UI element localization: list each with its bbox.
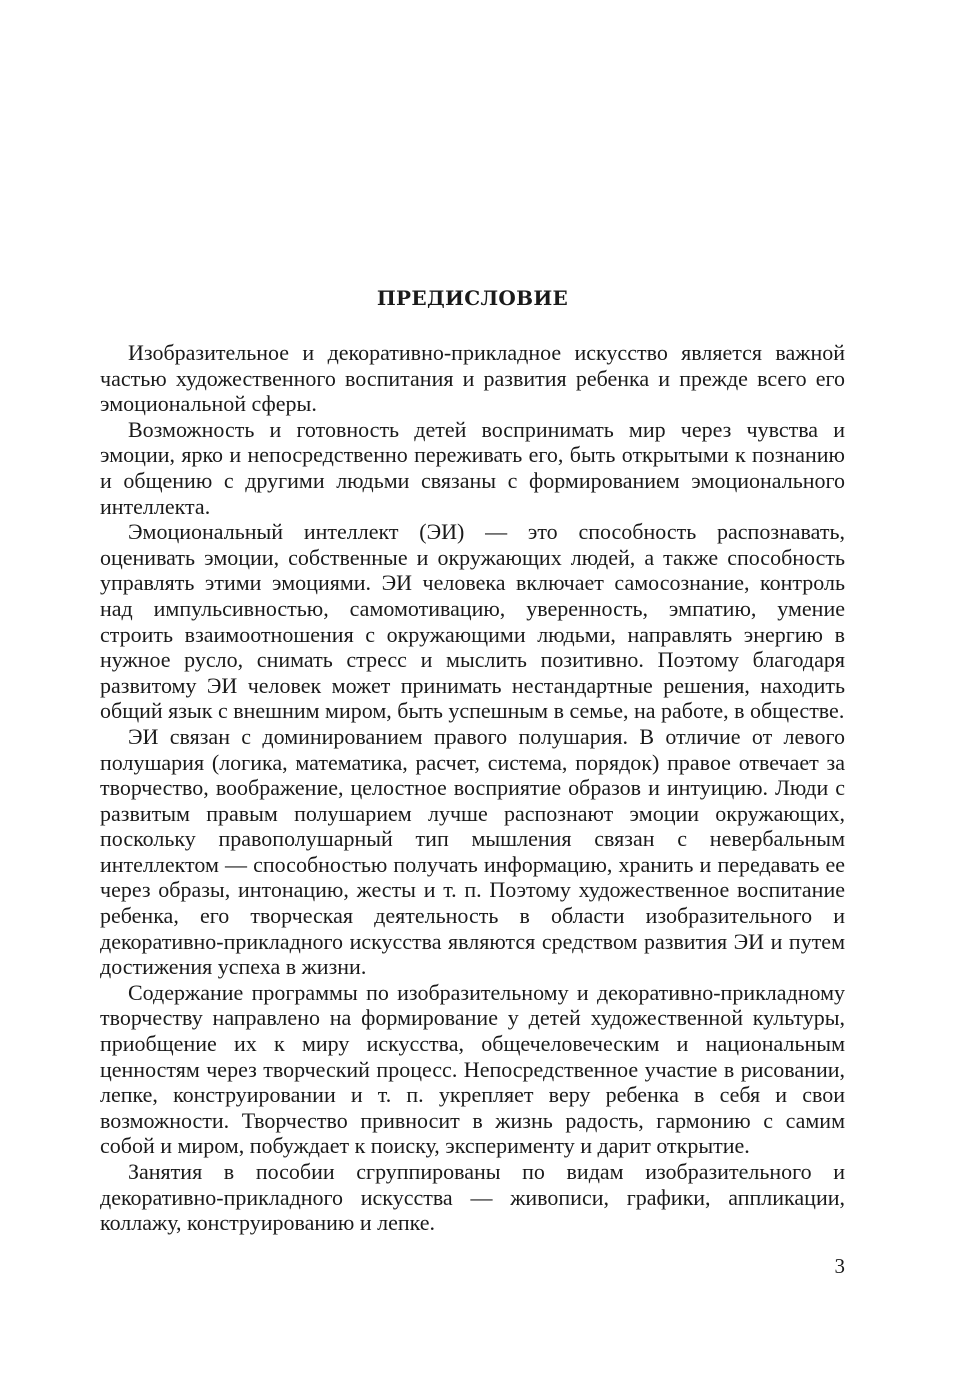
- page-number: 3: [834, 1254, 845, 1278]
- paragraph: Изобразительное и декоративно-прикладное искусство является важной частью художественного воспитания и развития ребенка и прежде всего его эмоциональной сферы.: [100, 340, 845, 417]
- paragraph: ЭИ связан с доминированием правого полушария. В отличие от левого полушария (логика, математика, расчет, система, порядок) правое отвечает за творчество, воображение, целостное восприятие образов и интуицию. Люди с развитым правым полушарием лучше распознают эмоции окружающих, поскольку правополушарный тип мышления связан с невербальным интеллектом — способностью получать информацию, хранить и передавать ее через образы, интонацию, жесты и т. п. Поэтому художественное воспитание ребенка, его творческая деятельность в области изобразительного и декоративно-прикладного искусства являются средством развития ЭИ и путем достижения успеха в жизни.: [100, 723, 845, 980]
- page-title: ПРЕДИСЛОВИЕ: [376, 286, 569, 310]
- paragraph: Возможность и готовность детей воспринимать мир через чувства и эмоции, ярко и непосредственно переживать его, быть открытыми к познанию и общению с другими людьми связаны с формированием эмоционального интеллекта.: [100, 416, 845, 519]
- paragraph: Занятия в пособии сгруппированы по видам изобразительного и декоративно-прикладного искусства — живописи, графики, аппликации, коллажу, конструированию и лепке.: [100, 1159, 845, 1236]
- paragraph: Содержание программы по изобразительному и декоративно-прикладному творчеству направлено на формирование у детей художественной культуры, приобщение их к миру искусства, общечеловеческим и национальным ценностям через творческий процесс. Непосредственное участие в рисовании, лепке, конструировании и т. п. укрепляет веру ребенка в себя и свои возможности. Творчество привносит в жизнь радость, гармонию с самим собой и миром, побуждает к поиску, эксперименту и дарит открытие.: [100, 979, 845, 1159]
- body-text: [100, 340, 845, 1236]
- paragraph: Эмоциональный интеллект (ЭИ) — это способность распознавать, оценивать эмоции, собственные и окружающих людей, а также способность управлять этими эмоциями. ЭИ человека включает самосознание, контроль над импульсивностью, самомотивацию, уверенность, эмпатию, умение строить взаимоотношения с окружающими людьми, направлять энергию в нужное русло, снимать стресс и мыслить позитивно. Поэтому благодаря развитому ЭИ человек может принимать нестандартные решения, находить общий язык с внешним миром, быть успешным в семье, на работе, в обществе.: [100, 519, 845, 724]
